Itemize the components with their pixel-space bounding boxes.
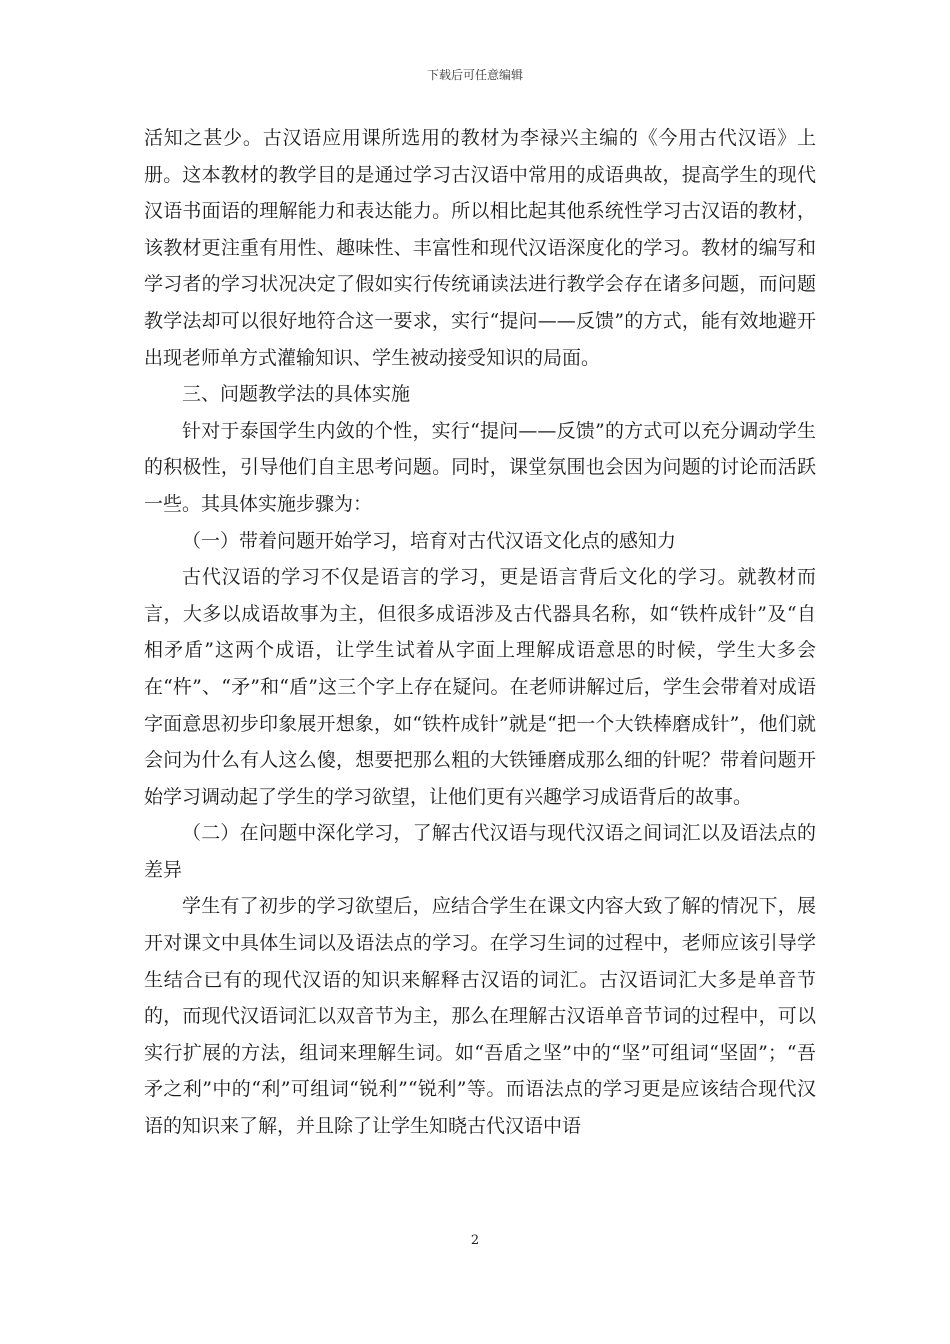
section-heading-implementation: 三、问题教学法的具体实施 <box>182 383 411 406</box>
document-body <box>144 120 816 1145</box>
page-number: 2 <box>470 1233 480 1248</box>
sub-heading-step-one: （一）带着问题开始学习，培育对古代汉语文化点的感知力 <box>182 529 677 552</box>
paragraph-textbook-intro: 活知之甚少。古汉语应用课所选用的教材为李禄兴主编的《今用古代汉语》上册。这本教材的教学目的是通过学习古汉语中常用的成语典故，提高学生的现代汉语书面语的理解能力和表达能力。所以相比起其他系统性学习古汉语的教材，该教材更注重有用性、趣味性、丰富性和现代汉语深度化的学习。教材的编写和学习者的学习状况决定了假如实行传统诵读法进行教学会存在诸多问题，而问题教学法却可以很好地符合这一要求，实行“提问——反馈”的方式，能有效地避开出现老师单方式灌输知识、学生被动接受知识的局面。 <box>144 127 816 369</box>
paragraph-step-two: 学生有了初步的学习欲望后，应结合学生在课文内容大致了解的情况下，展开对课文中具体生词以及语法点的学习。在学习生词的过程中，老师应该引导学生结合已有的现代汉语的知识来解释古汉语的词汇。古汉语词汇大多是单音节的，而现代汉语词汇以双音节为主，那么在理解古汉语单音节词的过程中，可以实行扩展的方法，组词来理解生词。如“吾盾之坚”中的“坚”可组词“坚固”；“吾矛之利”中的“利”可组词“锐利”“锐利”等。而语法点的学习更是应该结合现代汉语的知识来了解，并且除了让学生知晓古代汉语中语 <box>144 895 816 1138</box>
sub-heading-step-two: （二）在问题中深化学习，了解古代汉语与现代汉语之间词汇以及语法点的差异 <box>144 822 816 881</box>
paragraph-step-one: 古代汉语的学习不仅是语言的学习，更是语言背后文化的学习。就教材而言，大多以成语故事为主，但很多成语涉及古代器具名称，如“铁杵成针”及“自相矛盾”这两个成语，让学生试着从字面上理解成语意思的时候，学生大多会在“杵”、“矛”和“盾”这三个字上存在疑问。在老师讲解过后，学生会带着对成语字面意思初步印象展开想象，如“铁杵成针”就是“把一个大铁棒磨成针”，他们就会问为什么有人这么傻，想要把那么粗的大铁锤磨成那么细的针呢？带着问题开始学习调动起了学生的学习欲望，让他们更有兴趣学习成语背后的故事。 <box>144 566 816 808</box>
paragraph-implementation-intro: 针对于泰国学生内敛的个性，实行“提问——反馈”的方式可以充分调动学生的积极性，引导他们自主思考问题。同时，课堂氛围也会因为问题的讨论而活跃一些。其具体实施步骤为： <box>144 419 816 515</box>
page-header: 下载后可任意编辑 <box>426 68 523 82</box>
